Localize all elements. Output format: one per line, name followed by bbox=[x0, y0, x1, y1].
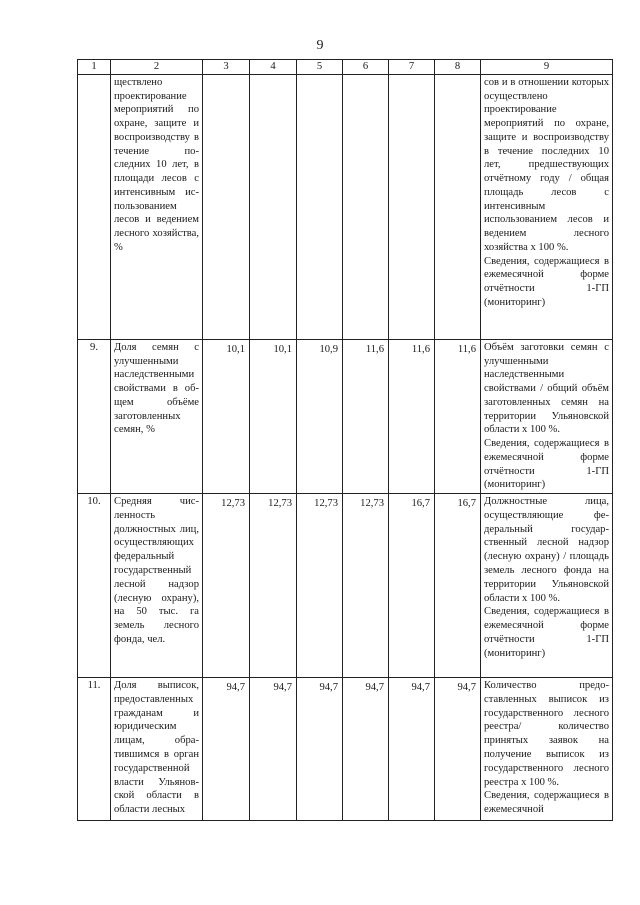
value-col-3: 10,1 bbox=[203, 339, 250, 493]
method-text: Объём заготовки семян с улучшенными наследственными свойствами / общий объём заготовленных семян на территории Ульяновской области х 100 %. bbox=[484, 341, 609, 436]
value-col-3: 12,73 bbox=[203, 494, 250, 678]
value-col-4 bbox=[250, 74, 297, 339]
source-text: Сведения, содержащиеся в ежемесячной форме отчётности 1-ГП (мониторинг) bbox=[484, 606, 609, 659]
row-number: 11. bbox=[78, 678, 111, 821]
header-col-6: 6 bbox=[343, 60, 389, 75]
indicators-table bbox=[77, 59, 613, 821]
value-col-4: 12,73 bbox=[250, 494, 297, 678]
value-col-8: 16,7 bbox=[435, 494, 481, 678]
header-col-3: 3 bbox=[203, 60, 250, 75]
indicator-name: Доля семян с улучшенными наследственными свойствами в общем объёме заготовленных семян, % bbox=[111, 339, 203, 493]
value-col-6: 94,7 bbox=[343, 678, 389, 821]
page-number: 9 bbox=[316, 38, 324, 53]
source-text: Сведения, содержащиеся в ежемесячной bbox=[484, 790, 609, 816]
row-number: 9. bbox=[78, 339, 111, 493]
indicator-name: ществлено проектирование мероприятий по охране, защите и воспроизводству в течение последних 10 лет, в площади лесов с интенсивным использованием лесов и ведением лесного хозяйства, % bbox=[111, 74, 203, 339]
calculation-method bbox=[481, 494, 613, 678]
value-col-7: 11,6 bbox=[389, 339, 435, 493]
calculation-method bbox=[481, 678, 613, 821]
value-col-4: 10,1 bbox=[250, 339, 297, 493]
calculation-method bbox=[481, 74, 613, 339]
method-text: сов и в отношении которых осуществлено проектирование мероприятий по охране, защите и воспроизводству в течение последних 10 лет, предшествующих отчётному году / общая площадь лесов с интенсивным использованием лесов и ведением лесного хозяйства х 100 %. bbox=[484, 76, 609, 253]
value-col-5 bbox=[297, 74, 343, 339]
value-col-6: 12,73 bbox=[343, 494, 389, 678]
value-col-6: 11,6 bbox=[343, 339, 389, 493]
value-col-3 bbox=[203, 74, 250, 339]
indicator-name: Средняя численность должностных лиц, осуществляющих федеральный государственный лесной надзор (лесную охрану), на 50 тыс. га земель лесного фонда, чел. bbox=[111, 494, 203, 678]
value-col-6 bbox=[343, 74, 389, 339]
table-row bbox=[78, 678, 613, 821]
calculation-method bbox=[481, 339, 613, 493]
source-text: Сведения, содержащиеся в ежемесячной форме отчётности 1-ГП (мониторинг) bbox=[484, 255, 609, 309]
header-col-8: 8 bbox=[435, 60, 481, 75]
value-col-4: 94,7 bbox=[250, 678, 297, 821]
value-col-8 bbox=[435, 74, 481, 339]
header-col-1: 1 bbox=[78, 60, 111, 75]
table-row bbox=[78, 74, 613, 339]
header-col-2: 2 bbox=[111, 60, 203, 75]
value-col-7: 16,7 bbox=[389, 494, 435, 678]
value-col-5: 10,9 bbox=[297, 339, 343, 493]
row-number bbox=[78, 74, 111, 339]
value-col-3: 94,7 bbox=[203, 678, 250, 821]
value-col-7 bbox=[389, 74, 435, 339]
header-col-4: 4 bbox=[250, 60, 297, 75]
method-text: Количество предоставленных выписок из государственного лесного реестра/ количество принятых заявок на получение выписок из государственного лесного реестра х 100 %. bbox=[484, 680, 609, 788]
header-col-9: 9 bbox=[481, 60, 613, 75]
value-col-8: 94,7 bbox=[435, 678, 481, 821]
value-col-5: 12,73 bbox=[297, 494, 343, 678]
header-col-7: 7 bbox=[389, 60, 435, 75]
header-row bbox=[78, 60, 613, 75]
value-col-8: 11,6 bbox=[435, 339, 481, 493]
method-text: Должностные лица, осуществляющие федеральный государственный лесной надзор (лесную охрану) / площадь земель лесного фонда на территории Ульяновской области х 100 %. bbox=[484, 496, 609, 604]
row-number: 10. bbox=[78, 494, 111, 678]
value-col-7: 94,7 bbox=[389, 678, 435, 821]
indicator-name: Доля выписок, предоставленных гражданам и юридическим лицам, обратившимся в орган государственной власти Ульяновской области в области лесных bbox=[111, 678, 203, 821]
value-col-5: 94,7 bbox=[297, 678, 343, 821]
source-text: Сведения, содержащиеся в ежемесячной форме отчётности 1-ГП (мониторинг) bbox=[484, 438, 609, 491]
header-col-5: 5 bbox=[297, 60, 343, 75]
table-row bbox=[78, 339, 613, 493]
table-row bbox=[78, 494, 613, 678]
